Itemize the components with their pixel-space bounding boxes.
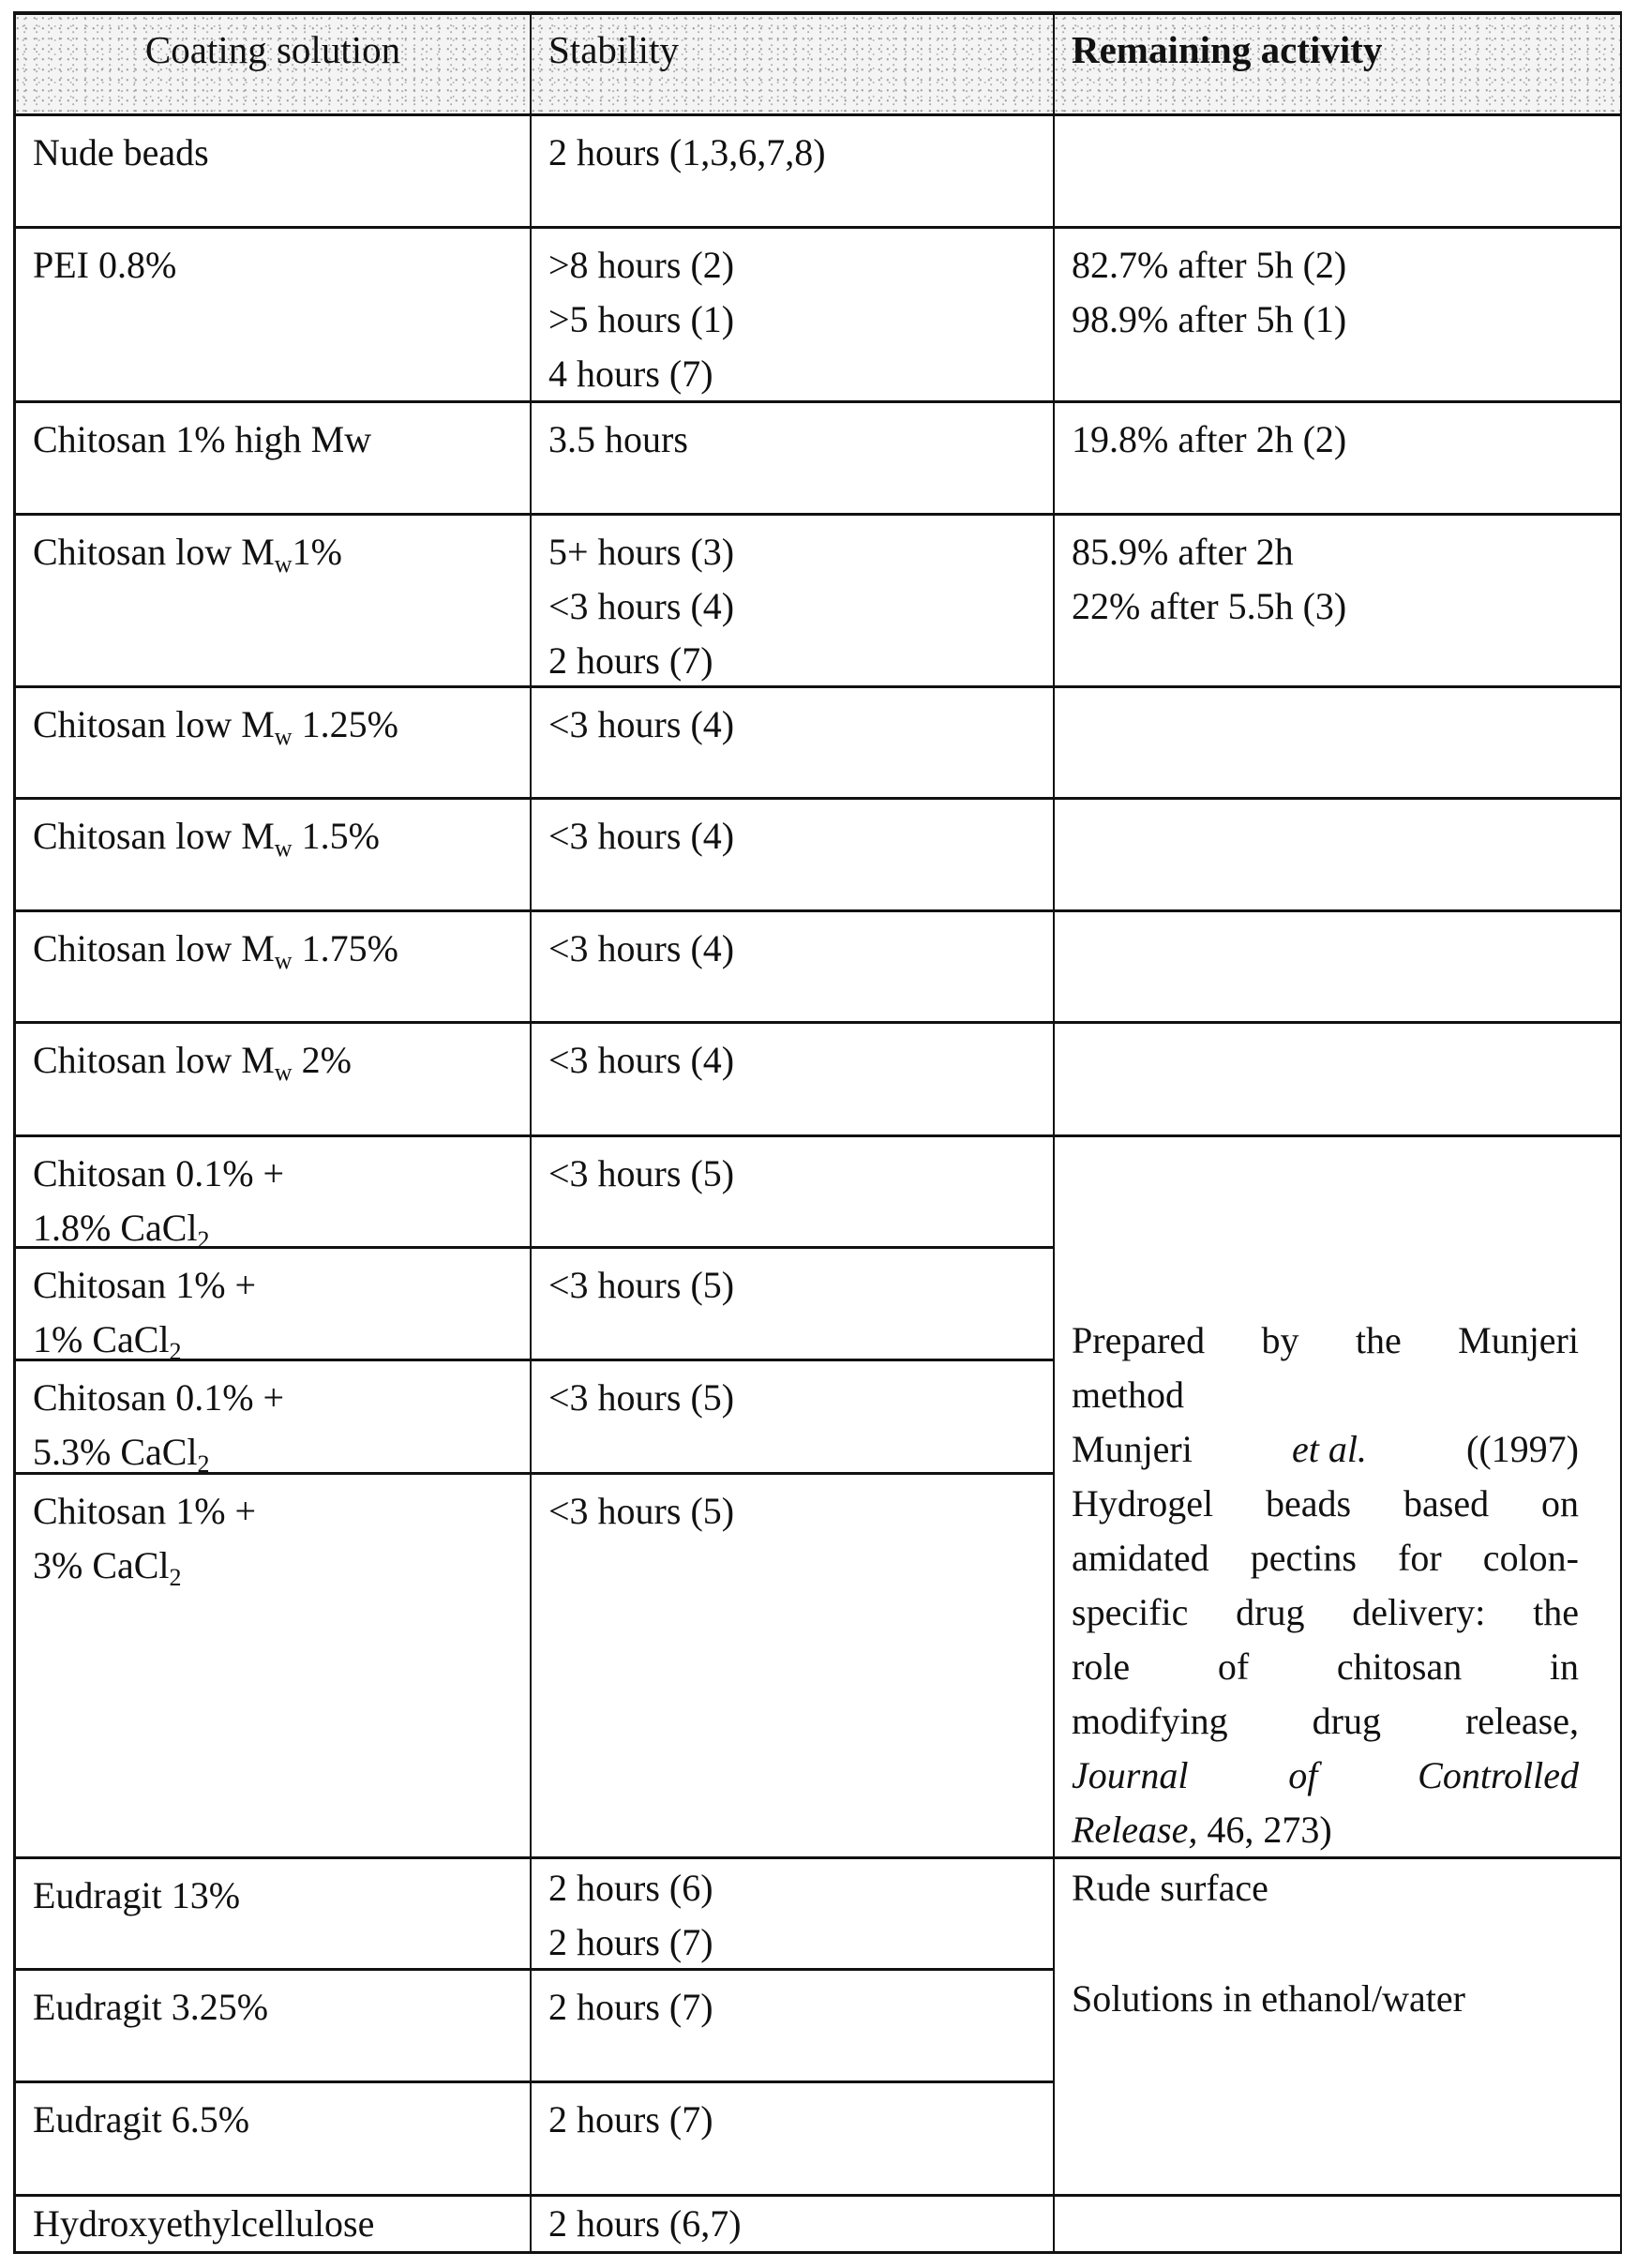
coating-name-text: 1.5% bbox=[292, 815, 380, 857]
header-coating-solution bbox=[13, 11, 532, 116]
note-line bbox=[1072, 1803, 1579, 1857]
table-row-coating bbox=[13, 800, 532, 912]
munjeri-note-cell bbox=[1055, 1137, 1622, 1859]
table-row-stability bbox=[532, 116, 1055, 229]
stability-value: <3 hours (5) bbox=[548, 1152, 735, 1194]
coating-name bbox=[33, 525, 513, 579]
stability-value: 2 hours (7) bbox=[548, 1921, 713, 1963]
coating-name: Chitosan 1% + bbox=[33, 1264, 257, 1306]
coating-name-text: 1.8% CaCl bbox=[33, 1207, 198, 1249]
coating-name bbox=[33, 1313, 513, 1367]
coating-name bbox=[33, 1425, 513, 1479]
munjeri-note bbox=[1072, 1314, 1599, 1857]
subscript: w bbox=[274, 550, 293, 578]
coating-name bbox=[33, 922, 513, 976]
coating-name-text: Chitosan low M bbox=[33, 531, 275, 573]
citation-volume: 46, 273) bbox=[1197, 1809, 1332, 1851]
stability-value: 2 hours (1,3,6,7,8) bbox=[548, 131, 826, 173]
coating-name bbox=[33, 1201, 513, 1255]
table-row-coating bbox=[13, 1361, 532, 1478]
coating-name: Nude beads bbox=[33, 131, 209, 173]
stability-value: <3 hours (4) bbox=[548, 703, 735, 745]
table-row-stability bbox=[532, 403, 1055, 516]
activity-value: 19.8% after 2h (2) bbox=[1072, 418, 1347, 460]
table-row-activity bbox=[1055, 2197, 1622, 2254]
coating-name-text: 1% CaCl bbox=[33, 1318, 170, 1360]
note-line: amidated pectins for colon- bbox=[1072, 1537, 1579, 1579]
coating-name-text: 3% CaCl bbox=[33, 1544, 170, 1586]
stability-value: >8 hours (2) bbox=[548, 244, 735, 286]
subscript: w bbox=[274, 834, 293, 862]
stability-value: >5 hours (1) bbox=[548, 298, 735, 340]
subscript: 2 bbox=[169, 1338, 182, 1365]
header-stability bbox=[532, 11, 1055, 116]
subscript: 2 bbox=[197, 1226, 210, 1254]
stability-value: 2 hours (7) bbox=[548, 1986, 713, 2028]
table-row-stability bbox=[532, 229, 1055, 403]
coating-name: Hydroxyethylcellulose bbox=[33, 2202, 375, 2245]
note-line: modifying drug release, bbox=[1072, 1700, 1579, 1742]
note-line: Prepared by the Munjeri bbox=[1072, 1319, 1579, 1361]
header-label: Coating solution bbox=[144, 28, 401, 71]
stability-value: 3.5 hours bbox=[548, 418, 688, 460]
stability-value: 2 hours (6) bbox=[548, 1867, 713, 1909]
table-row-stability bbox=[532, 1361, 1055, 1475]
table-row-coating bbox=[13, 1249, 532, 1365]
table-row-stability bbox=[532, 1475, 1055, 1859]
activity-value: 22% after 5.5h (3) bbox=[1072, 585, 1347, 627]
coating-name: Chitosan 1% high Mw bbox=[33, 418, 372, 460]
et-al: et al. bbox=[1291, 1428, 1367, 1470]
stability-value: 4 hours (7) bbox=[548, 353, 713, 395]
stability-value: 2 hours (6,7) bbox=[548, 2202, 742, 2245]
note-line bbox=[1072, 1422, 1579, 1477]
stability-value: <3 hours (4) bbox=[548, 585, 735, 627]
header-remaining-activity bbox=[1055, 11, 1622, 116]
coating-name bbox=[33, 1539, 513, 1593]
table-row-stability bbox=[532, 1249, 1055, 1361]
note-line: role of chitosan in bbox=[1072, 1645, 1579, 1688]
table-row-coating bbox=[13, 2197, 532, 2254]
table-row-coating bbox=[13, 116, 532, 229]
table-row-stability bbox=[532, 688, 1055, 800]
table-row-coating bbox=[13, 1137, 532, 1254]
stability-value: <3 hours (4) bbox=[548, 1039, 735, 1081]
stability-value: <3 hours (5) bbox=[548, 1490, 735, 1532]
coating-name-text: 2% bbox=[292, 1039, 352, 1081]
table-row-activity bbox=[1055, 116, 1622, 229]
table-row-coating bbox=[13, 1024, 532, 1137]
stability-value: 2 hours (7) bbox=[548, 2098, 713, 2140]
coating-name-text: 1.75% bbox=[292, 927, 398, 969]
activity-value: 82.7% after 5h (2) bbox=[1072, 244, 1347, 286]
table-row-stability bbox=[532, 1971, 1055, 2083]
table-row-activity bbox=[1055, 1024, 1622, 1137]
table-row-activity bbox=[1055, 229, 1622, 403]
table-row-coating bbox=[13, 2083, 532, 2197]
table-row-stability bbox=[532, 800, 1055, 912]
coating-name: Eudragit 6.5% bbox=[33, 2098, 250, 2140]
table-row-stability bbox=[532, 516, 1055, 688]
table-row-activity bbox=[1055, 516, 1622, 688]
table-row-activity bbox=[1055, 403, 1622, 516]
table-row-activity bbox=[1055, 912, 1622, 1024]
activity-value: 98.9% after 5h (1) bbox=[1072, 298, 1347, 340]
coating-name: Eudragit 13% bbox=[33, 1874, 241, 1916]
table-row-activity bbox=[1055, 800, 1622, 912]
table-row-coating bbox=[13, 229, 532, 403]
eudragit-note-cell bbox=[1055, 1859, 1622, 2197]
table-row-coating bbox=[13, 1971, 532, 2083]
coating-name bbox=[33, 809, 513, 864]
note-line: Solutions in ethanol/water bbox=[1072, 1977, 1465, 2020]
note-line: Rude surface bbox=[1072, 1867, 1268, 1909]
stability-value: <3 hours (5) bbox=[548, 1264, 735, 1306]
stability-value: <3 hours (5) bbox=[548, 1376, 735, 1419]
coating-name-text: 1% bbox=[292, 531, 342, 573]
author: Munjeri bbox=[1072, 1428, 1193, 1470]
table-row-coating bbox=[13, 516, 532, 688]
activity-value: 85.9% after 2h bbox=[1072, 531, 1294, 573]
table-row-coating bbox=[13, 1475, 532, 1859]
coating-name-text: Chitosan low M bbox=[33, 703, 275, 745]
coating-name: PEI 0.8% bbox=[33, 244, 177, 286]
table-row-coating bbox=[13, 1859, 532, 1971]
journal-name: Release, bbox=[1072, 1809, 1198, 1851]
coating-name: Chitosan 0.1% + bbox=[33, 1152, 285, 1194]
coating-name-text: Chitosan low M bbox=[33, 815, 275, 857]
note-line: Hydrogel beads based on bbox=[1072, 1482, 1579, 1525]
header-label: Remaining activity bbox=[1072, 28, 1383, 71]
coating-name-text: Chitosan low M bbox=[33, 1039, 275, 1081]
table-row-coating bbox=[13, 403, 532, 516]
subscript: w bbox=[274, 723, 293, 750]
table-row-stability bbox=[532, 2083, 1055, 2197]
coating-name-text: 5.3% CaCl bbox=[33, 1431, 198, 1473]
coating-name: Eudragit 3.25% bbox=[33, 1986, 269, 2028]
coating-name bbox=[33, 698, 513, 752]
note-line: specific drug delivery: the bbox=[1072, 1591, 1579, 1633]
coating-name-text: Chitosan low M bbox=[33, 927, 275, 969]
coating-name: Chitosan 0.1% + bbox=[33, 1376, 285, 1419]
subscript: 2 bbox=[197, 1450, 210, 1478]
table-row-stability bbox=[532, 1859, 1055, 1971]
table-row-activity bbox=[1055, 688, 1622, 800]
subscript: w bbox=[274, 1059, 293, 1086]
header-label: Stability bbox=[548, 28, 679, 71]
subscript: w bbox=[274, 947, 293, 974]
table-row-coating bbox=[13, 688, 532, 800]
stability-value: <3 hours (4) bbox=[548, 927, 735, 969]
table-row-stability bbox=[532, 1137, 1055, 1249]
stability-value: <3 hours (4) bbox=[548, 815, 735, 857]
table-row-stability bbox=[532, 1024, 1055, 1137]
subscript: 2 bbox=[169, 1564, 182, 1591]
coating-name bbox=[33, 1033, 513, 1088]
table-row-stability bbox=[532, 2197, 1055, 2254]
note-line: method bbox=[1072, 1374, 1184, 1416]
table-row-stability bbox=[532, 912, 1055, 1024]
journal-name: Journal of Controlled bbox=[1072, 1754, 1579, 1796]
table-row-coating bbox=[13, 912, 532, 1024]
stability-value: 2 hours (7) bbox=[548, 639, 713, 682]
stability-value: 5+ hours (3) bbox=[548, 531, 735, 573]
coating-name: Chitosan 1% + bbox=[33, 1490, 257, 1532]
year: ((1997) bbox=[1466, 1428, 1579, 1470]
coating-name-text: 1.25% bbox=[292, 703, 398, 745]
